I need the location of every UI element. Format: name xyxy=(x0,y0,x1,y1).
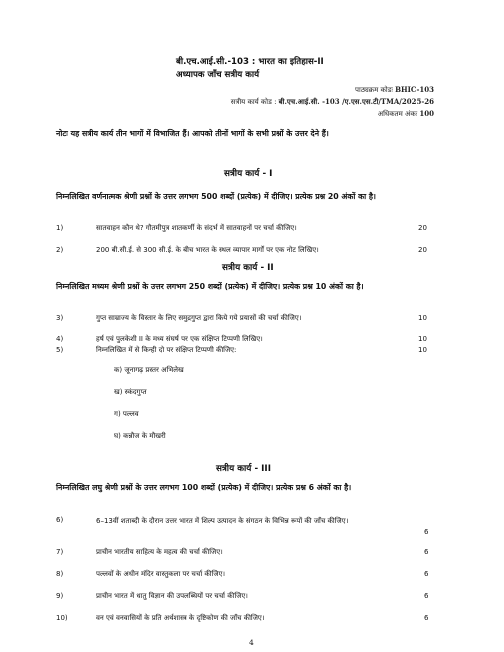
option-item: ग) पल्लव xyxy=(114,410,139,418)
course-code-label: पाठ्यक्रम कोडः xyxy=(355,86,393,94)
title-line-1: बी.एच.आई.सी.-103 : भारत का इतिहास-II xyxy=(176,57,324,67)
course-code xyxy=(355,85,434,95)
question-marks: 6 xyxy=(424,548,429,556)
section-1-heading: सत्रीय कार्य - I xyxy=(224,169,273,179)
question-number: 6) xyxy=(56,516,64,524)
question-text: प्राचीन भारत में धातु विज्ञान की उपलब्धियों पर चर्चा कीजिए। xyxy=(96,592,248,600)
question-text: प्राचीन भारतीय साहित्य के महत्व की चर्चा कीजिए। xyxy=(96,548,223,556)
page-number: 4 xyxy=(249,638,254,647)
question-text: सातवाहन कौन थे? गौतमीपुत्र शातकर्णी के संदर्भ में सातवाहनों पर चर्चा कीजिए। xyxy=(96,224,297,232)
section-1-instruction: निम्नलिखित वर्णनात्मक श्रेणी प्रश्नों के उत्तर लगभग 500 शब्दों (प्रत्येक) में दीजिए। प्रत्येक प्रश्न 20 अंकों का है। xyxy=(56,192,376,201)
question-number: 2) xyxy=(56,246,64,254)
question-number: 3) xyxy=(56,314,64,322)
question-number: 4) xyxy=(56,335,64,343)
question-number: 7) xyxy=(56,548,64,556)
course-code-value: BHIC-103 xyxy=(395,85,434,94)
max-marks-value: 100 xyxy=(419,109,434,118)
question-marks: 20 xyxy=(418,246,427,254)
max-marks xyxy=(378,109,434,119)
section-3-instruction: निम्नलिखित लघु श्रेणी प्रश्नों के उत्तर लगभग 100 शब्दों (प्रत्येक) में दीजिए। प्रत्येक प्रश्न 6 अंकों का है। xyxy=(56,483,352,492)
general-note: नोटः यह सत्रीय कार्य तीन भागों में विभाजित हैं। आपको तीनों भागों के सभी प्रश्नों के उत्तर देने हैं। xyxy=(56,129,329,138)
assignment-code-label: सत्रीय कार्य कोड : xyxy=(230,98,277,106)
question-text: पल्लवों के अधीन मंदिर वास्तुकला पर चर्चा कीजिए। xyxy=(96,570,226,578)
question-marks: 6 xyxy=(424,570,429,578)
title-line-2: अध्यापक जाँच सत्रीय कार्य xyxy=(176,70,260,80)
assignment-code-value: बी.एच.आई.सी. -103 /ए.एस.एस.टी/TMA/2025-26 xyxy=(278,97,434,106)
assignment-code xyxy=(231,97,434,107)
question-marks: 20 xyxy=(418,224,427,232)
question-text: वन एवं वनवासियों के प्रति अर्थशास्त्र के दृष्टिकोण की जाँच कीजिए। xyxy=(96,614,265,622)
question-text: हर्ष एवं पुलकेशी II के मध्य संघर्ष पर एक संक्षिप्त टिप्पणी लिखिए। xyxy=(96,335,263,343)
section-2-heading: सत्रीय कार्य - II xyxy=(222,263,274,273)
section-2-instruction: निम्नलिखित मध्यम श्रेणी प्रश्नों के उत्तर लगभग 250 शब्दों (प्रत्येक) में दीजिए। प्रत्येक प्रश्न 10 अंकों का है। xyxy=(56,282,364,291)
question-marks: 10 xyxy=(418,335,427,343)
question-number: 10) xyxy=(56,614,68,622)
option-item: घ) कन्नौज के मौखरी xyxy=(114,432,166,440)
question-marks: 6 xyxy=(424,614,429,622)
question-marks: 6 xyxy=(424,592,429,600)
section-3-heading: सत्रीय कार्य - III xyxy=(216,464,271,474)
question-number: 5) xyxy=(56,346,64,354)
question-marks: 10 xyxy=(418,346,427,354)
question-marks: 6 xyxy=(424,528,429,536)
option-item: क) जूनागढ़ प्रस्तर अभिलेख xyxy=(114,366,184,374)
question-number: 1) xyxy=(56,224,64,232)
question-number: 9) xyxy=(56,592,64,600)
question-number: 8) xyxy=(56,570,64,578)
max-marks-label: अधिकतम अंकः xyxy=(377,110,418,118)
question-text: 6–13वीं शताब्दी के दौरान उत्तर भारत में शिल्प उत्पादन के संगठन के विभिन्न रूपों की जाँच कीजिए। xyxy=(96,517,349,525)
question-text: 200 बी.सी.ई. से 300 सी.ई. के बीच भारत के स्थल व्यापार मार्गों पर एक नोट लिखिए। xyxy=(96,246,319,254)
question-text: निम्नलिखित में से किन्ही दो पर संक्षिप्त टिप्पणी कीजिए: xyxy=(96,346,237,354)
question-marks: 10 xyxy=(418,314,427,322)
question-text: गुप्त साम्राज्य के विस्तार के लिए समुद्रगुप्त द्वारा किये गये प्रयासों की चर्चा कीजिए। xyxy=(96,314,302,322)
option-item: ख) स्कंदगुप्त xyxy=(114,388,147,396)
